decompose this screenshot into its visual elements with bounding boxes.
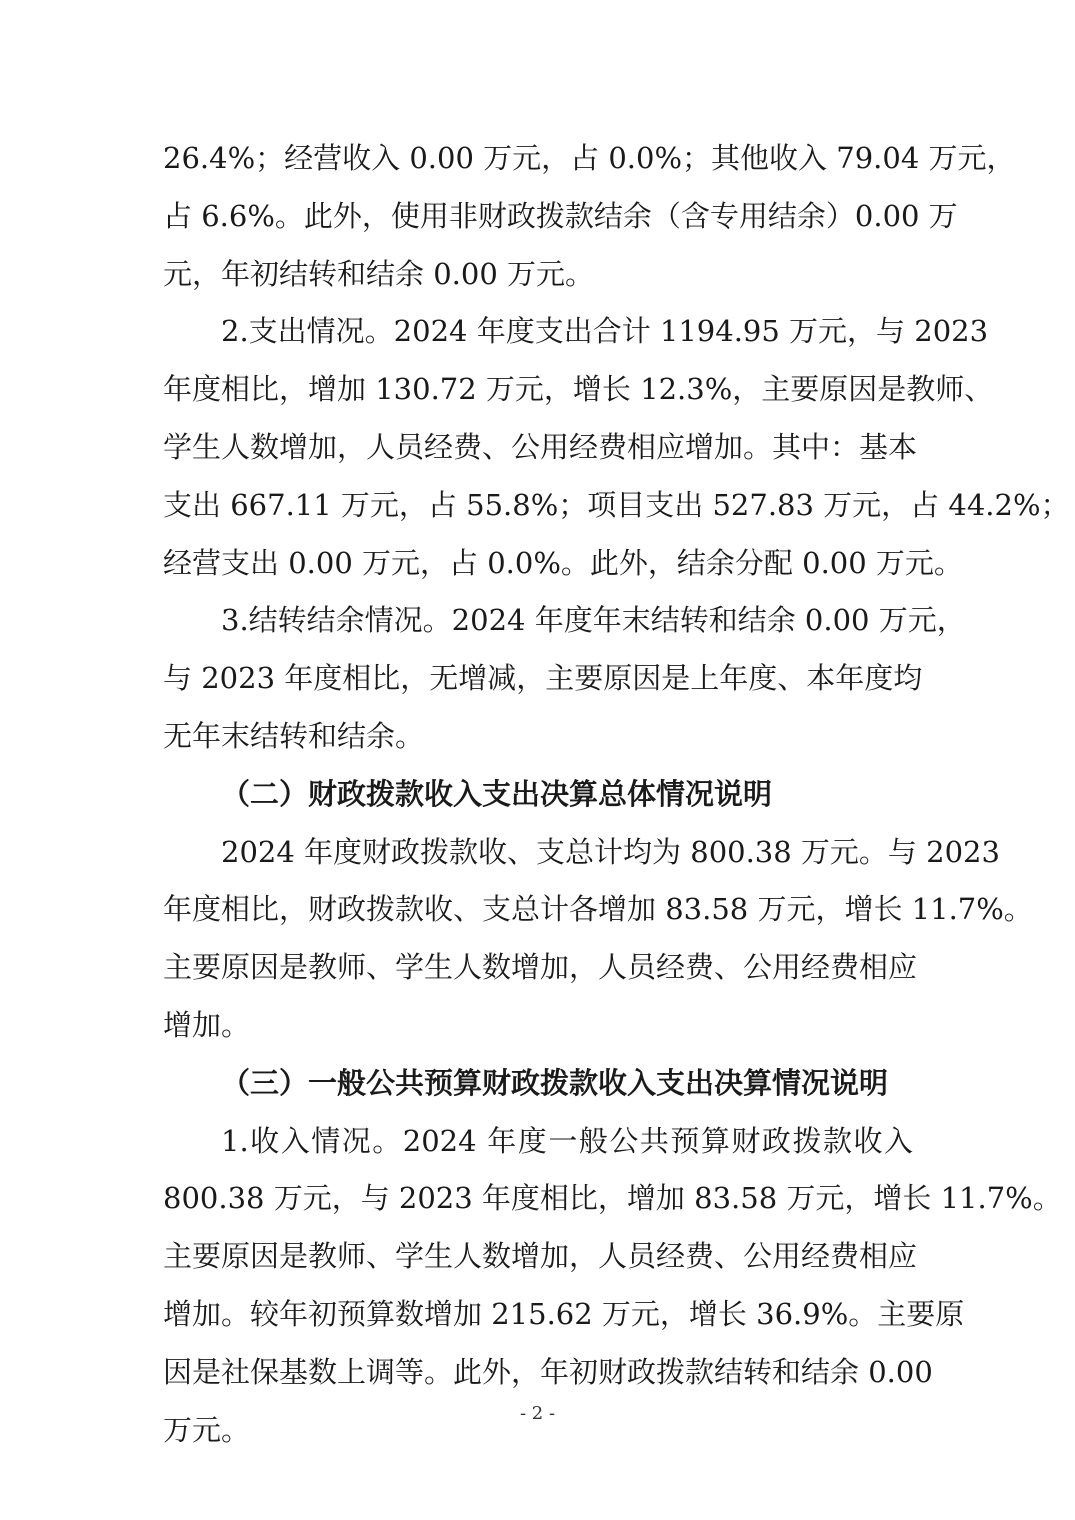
text-line-13: 2024 年度财政拨款收、支总计均为 800.38 万元。与 2023 — [221, 834, 1000, 869]
text-line-10: 与 2023 年度相比，无增减，主要原因是上年度、本年度均 — [163, 661, 923, 696]
text-line-11: 无年末结转和结余。 — [163, 718, 425, 753]
text-line-9: 3.结转结余情况。2024 年度年末结转和结余 0.00 万元， — [221, 603, 966, 638]
section-heading-2: （二）财政拨款收入支出决算总体情况说明 — [221, 776, 773, 811]
text-line-6: 学生人数增加，人员经费、公用经费相应增加。其中：基本 — [163, 429, 918, 464]
text-line-14: 年度相比，财政拨款收、支总计各增加 83.58 万元，增长 11.7%。 — [163, 892, 1033, 927]
text-line-4: 2.支出情况。2024 年度支出合计 1194.95 万元，与 2023 — [221, 314, 989, 349]
text-line-20: 主要原因是教师、学生人数增加，人员经费、公用经费相应 — [163, 1239, 918, 1274]
text-line-7: 支出 667.11 万元，占 55.8%；项目支出 527.83 万元，占 44.2%； — [163, 487, 1070, 522]
text-line-19: 800.38 万元，与 2023 年度相比，增加 83.58 万元，增长 11.7%。 — [163, 1181, 1062, 1216]
text-line-16: 增加。 — [163, 1007, 251, 1042]
text-line-8: 经营支出 0.00 万元，占 0.0%。此外，结余分配 0.00 万元。 — [163, 545, 963, 580]
section-heading-3: （三）一般公共预算财政拨款收入支出决算情况说明 — [221, 1065, 889, 1100]
text-line-22: 因是社保基数上调等。此外，年初财政拨款结转和结余 0.00 — [163, 1354, 933, 1389]
text-line-3: 元，年初结转和结余 0.00 万元。 — [163, 256, 595, 291]
page-number: - 2 - — [519, 1403, 556, 1424]
body-text — [163, 130, 1070, 1459]
text-line-18: 1.收入情况。2024 年度一般公共预算财政拨款收入 — [221, 1123, 913, 1158]
text-line-2: 占 6.6%。此外，使用非财政拨款结余（含专用结余）0.00 万 — [163, 198, 958, 233]
text-line-15: 主要原因是教师、学生人数增加，人员经费、公用经费相应 — [163, 950, 918, 985]
text-line-23: 万元。 — [163, 1412, 251, 1447]
text-line-1: 26.4%；经营收入 0.00 万元，占 0.0%；其他收入 79.04 万元， — [163, 141, 1016, 175]
text-line-5: 年度相比，增加 130.72 万元，增长 12.3%，主要原因是教师、 — [163, 372, 994, 407]
text-line-21: 增加。较年初预算数增加 215.62 万元，增长 36.9%。主要原 — [163, 1296, 965, 1331]
